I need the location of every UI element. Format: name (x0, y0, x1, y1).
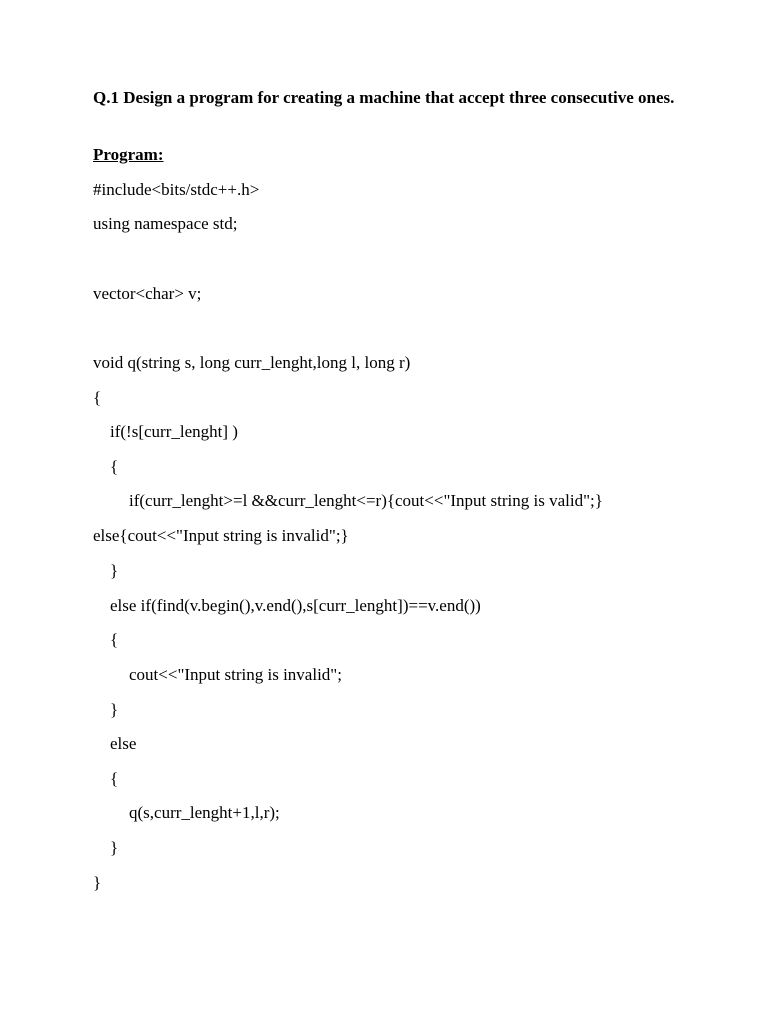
program-label: Program (93, 145, 158, 164)
code-line: else (110, 734, 137, 753)
code-line: } (110, 561, 119, 580)
code-line: else if(find(v.begin(),v.end(),s[curr_lenght])==v.end()) (110, 596, 481, 615)
code-line: } (93, 873, 102, 892)
code-line: else{cout<<"Input string is invalid";} (93, 526, 349, 545)
code-line: { (110, 630, 119, 649)
code-line: if(curr_lenght>=l &&curr_lenght<=r){cout<<"Input string is valid";} (129, 491, 603, 510)
code-line: } (110, 700, 119, 719)
program-heading (93, 143, 164, 166)
program-colon: : (157, 145, 164, 164)
code-line: if(!s[curr_lenght] ) (110, 422, 238, 441)
code-line: vector<char> v; (93, 284, 202, 303)
code-line: { (110, 457, 119, 476)
code-line: } (110, 838, 119, 857)
code-line: { (110, 769, 119, 788)
code-line: { (93, 388, 102, 407)
code-line: using namespace std; (93, 214, 238, 233)
code-line: cout<<"Input string is invalid"; (129, 665, 342, 684)
code-line: void q(string s, long curr_lenght,long l, long r) (93, 353, 411, 372)
question-heading: Q.1 Design a program for creating a machine that accept three consecutive ones. (93, 88, 675, 107)
code-line: #include<bits/stdc++.h> (93, 180, 260, 199)
code-line: q(s,curr_lenght+1,l,r); (129, 803, 280, 822)
